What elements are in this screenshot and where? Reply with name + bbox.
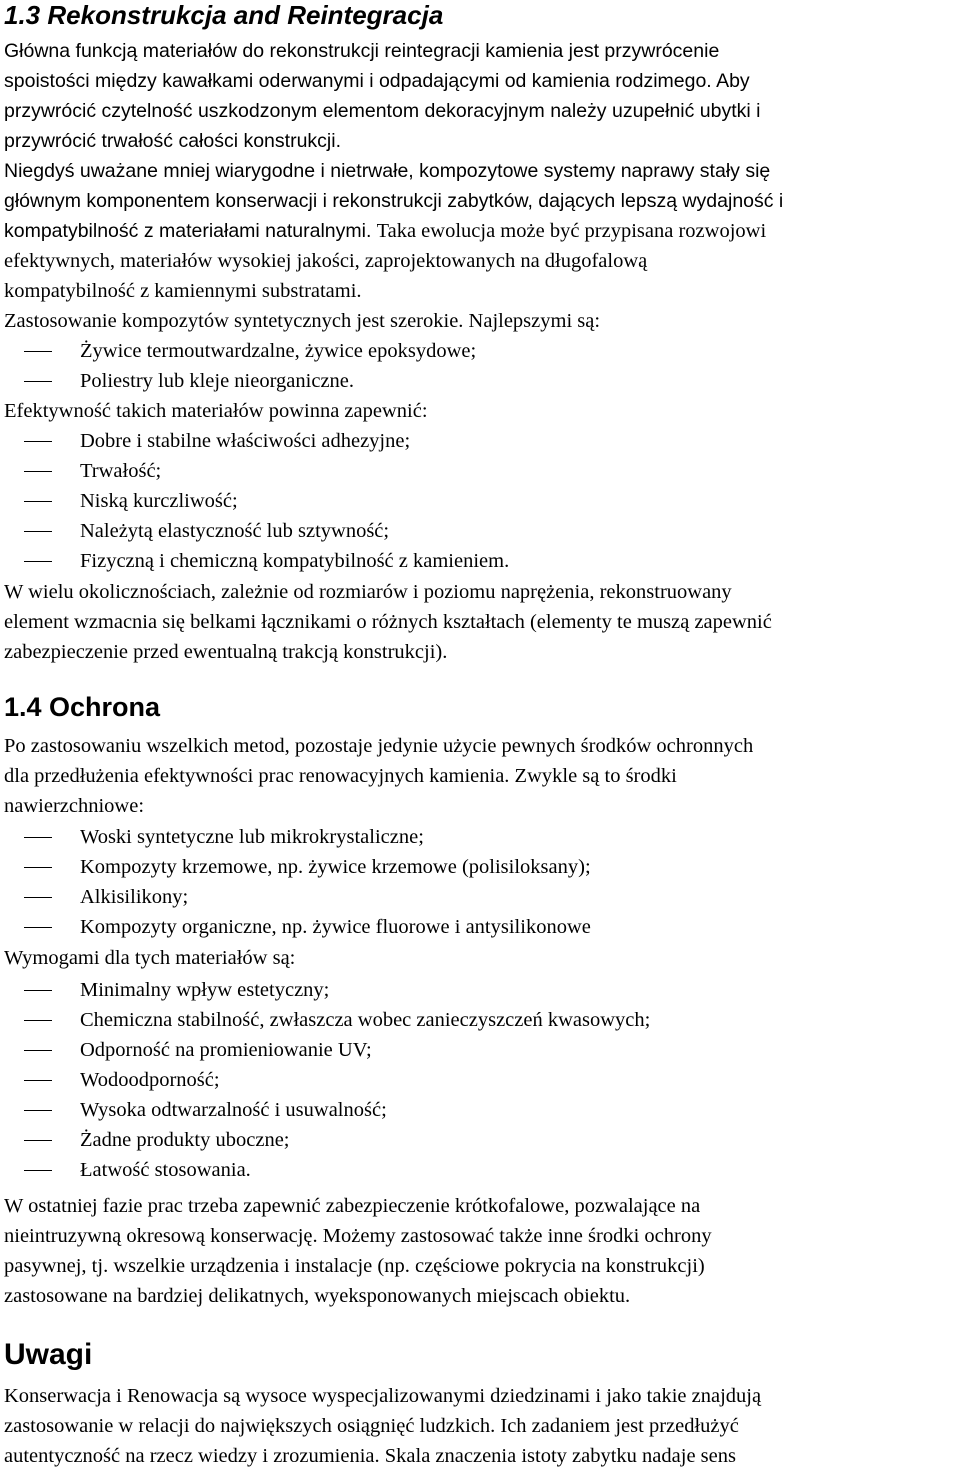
dash-bullet-icon <box>24 927 52 928</box>
dash-bullet-icon <box>24 501 52 502</box>
section-uwagi-title: Uwagi <box>4 1338 93 1371</box>
dash-bullet-icon <box>24 990 52 991</box>
section-13-efficiency-paragraph <box>4 396 956 426</box>
paragraph-line: dla przedłużenia efektywności prac renowacyjnych kamienia. Zwykle są to środki <box>4 765 677 787</box>
list-item: Żadne produkty uboczne; <box>4 1125 956 1155</box>
list-item: Niską kurczliwość; <box>4 486 956 516</box>
list-item: Poliestry lub kleje nieorganiczne. <box>4 366 956 396</box>
list-item: Żywice termoutwardzalne, żywice epoksydowe; <box>4 336 956 366</box>
list-item: Chemiczna stabilność, zwłaszcza wobec zanieczyszczeń kwasowych; <box>4 1005 956 1035</box>
section-13-list-composites <box>4 336 956 396</box>
paragraph-line: autentyczność na rzecz wiedzy i zrozumienia. Skala znaczenia istoty zabytku nadaje sens <box>4 1445 736 1467</box>
paragraph-line: efektywnych, materiałów wysokiej jakości, zaprojektowanych na długofalową <box>4 250 648 272</box>
paragraph-line: Niegdyś uważane mniej wiarygodne i nietrwałe, kompozytowe systemy naprawy stały się <box>4 160 771 182</box>
dash-bullet-icon <box>24 351 52 352</box>
paragraph-line: kompatybilność z kamiennymi substratami. <box>4 280 362 302</box>
section-13-title: 1.3 Rekonstrukcja and Reintegracja <box>4 0 444 30</box>
list-item: Alkisilikony; <box>4 882 956 912</box>
list-item: Minimalny wpływ estetyczny; <box>4 975 956 1005</box>
list-item: Kompozyty krzemowe, np. żywice krzemowe (polisiloksany); <box>4 852 956 882</box>
list-item: Łatwość stosowania. <box>4 1155 956 1185</box>
list-item: Kompozyty organiczne, np. żywice fluorowe i antysilikonowe <box>4 912 956 942</box>
paragraph-line: Główna funkcją materiałów do rekonstrukcji reintegracji kamienia jest przywrócenie <box>4 40 720 62</box>
section-13-list-efficiency <box>4 426 956 576</box>
dash-bullet-icon <box>24 837 52 838</box>
paragraph-line: Wymogami dla tych materiałów są: <box>4 947 296 969</box>
paragraph-line: przywrócić czytelność uszkodzonym elementom dekoracyjnym należy uzupełnić ubytki i <box>4 100 761 122</box>
paragraph-line: zastosowanie w relacji do największych osiągnięć ludzkich. Ich zadaniem jest przedłużyć <box>4 1415 739 1437</box>
paragraph-line: W ostatniej fazie prac trzeba zapewnić zabezpieczenie krótkofalowe, pozwalające na <box>4 1195 701 1217</box>
list-item: Należytą elastyczność lub sztywność; <box>4 516 956 546</box>
list-item: Fizyczną i chemiczną kompatybilność z kamieniem. <box>4 546 956 576</box>
paragraph-line: Efektywność takich materiałów powinna zapewnić: <box>4 400 428 422</box>
section-14-requirements-paragraph <box>4 943 956 973</box>
dash-bullet-icon <box>24 867 52 868</box>
section-uwagi-paragraph <box>4 1381 956 1471</box>
paragraph-line: spoistości między kawałkami oderwanymi i odpadającymi od kamienia rodzimego. Aby <box>4 70 750 92</box>
section-14-intro-paragraph <box>4 731 956 821</box>
paragraph-line: W wielu okolicznościach, zależnie od rozmiarów i poziomu naprężenia, rekonstruowany <box>4 581 732 603</box>
paragraph-line: nieintruzywną okresową konserwację. Możemy zastosować także inne środki ochrony <box>4 1225 712 1247</box>
dash-bullet-icon <box>24 441 52 442</box>
list-item: Woski syntetyczne lub mikrokrystaliczne; <box>4 822 956 852</box>
section-14-title: 1.4 Ochrona <box>4 692 161 722</box>
section-13-closing-paragraph <box>4 577 956 667</box>
section-14-closing-paragraph <box>4 1191 956 1311</box>
paragraph-line: pasywnej, tj. wszelkie urządzenia i instalacje (np. częściowe pokrycia na konstrukcji) <box>4 1255 705 1277</box>
list-item: Odporność na promieniowanie UV; <box>4 1035 956 1065</box>
section-14-list-requirements <box>4 975 956 1185</box>
list-item: Dobre i stabilne właściwości adhezyjne; <box>4 426 956 456</box>
section-14-list-surface-agents <box>4 822 956 942</box>
list-item: Wodoodporność; <box>4 1065 956 1095</box>
dash-bullet-icon <box>24 381 52 382</box>
paragraph-line: element wzmacnia się belkami łącznikami o różnych kształtach (elementy te muszą zapewnić <box>4 611 772 633</box>
list-item: Trwałość; <box>4 456 956 486</box>
dash-bullet-icon <box>24 531 52 532</box>
paragraph-line: Po zastosowaniu wszelkich metod, pozostaje jedynie użycie pewnych środków ochronnych <box>4 735 754 757</box>
dash-bullet-icon <box>24 1110 52 1111</box>
dash-bullet-icon <box>24 1170 52 1171</box>
paragraph-line: zabezpieczenie przed ewentualną trakcją konstrukcji). <box>4 641 448 663</box>
paragraph-line: Zastosowanie kompozytów syntetycznych jest szerokie. Najlepszymi są: <box>4 310 601 332</box>
dash-bullet-icon <box>24 1050 52 1051</box>
dash-bullet-icon <box>24 561 52 562</box>
paragraph-line: przywrócić trwałość całości konstrukcji. <box>4 130 341 152</box>
paragraph-line: nawierzchniowe: <box>4 795 145 817</box>
dash-bullet-icon <box>24 1020 52 1021</box>
dash-bullet-icon <box>24 471 52 472</box>
paragraph-line: Taka ewolucja może być przypisana rozwojowi <box>376 220 767 242</box>
dash-bullet-icon <box>24 1080 52 1081</box>
dash-bullet-icon <box>24 897 52 898</box>
paragraph-line: Konserwacja i Renowacja są wysoce wyspecjalizowanymi dziedzinami i jako takie znajdują <box>4 1385 762 1407</box>
list-item: Wysoka odtwarzalność i usuwalność; <box>4 1095 956 1125</box>
paragraph-line: kompatybilność z materiałami naturalnymi. <box>4 220 372 242</box>
paragraph-line: głównym komponentem konserwacji i rekonstrukcji zabytków, dających lepszą wydajność i <box>4 190 784 212</box>
section-13-intro-paragraph <box>4 36 956 336</box>
dash-bullet-icon <box>24 1140 52 1141</box>
paragraph-line: zastosowane na bardziej delikatnych, wyeksponowanych miejscach obiektu. <box>4 1285 631 1307</box>
